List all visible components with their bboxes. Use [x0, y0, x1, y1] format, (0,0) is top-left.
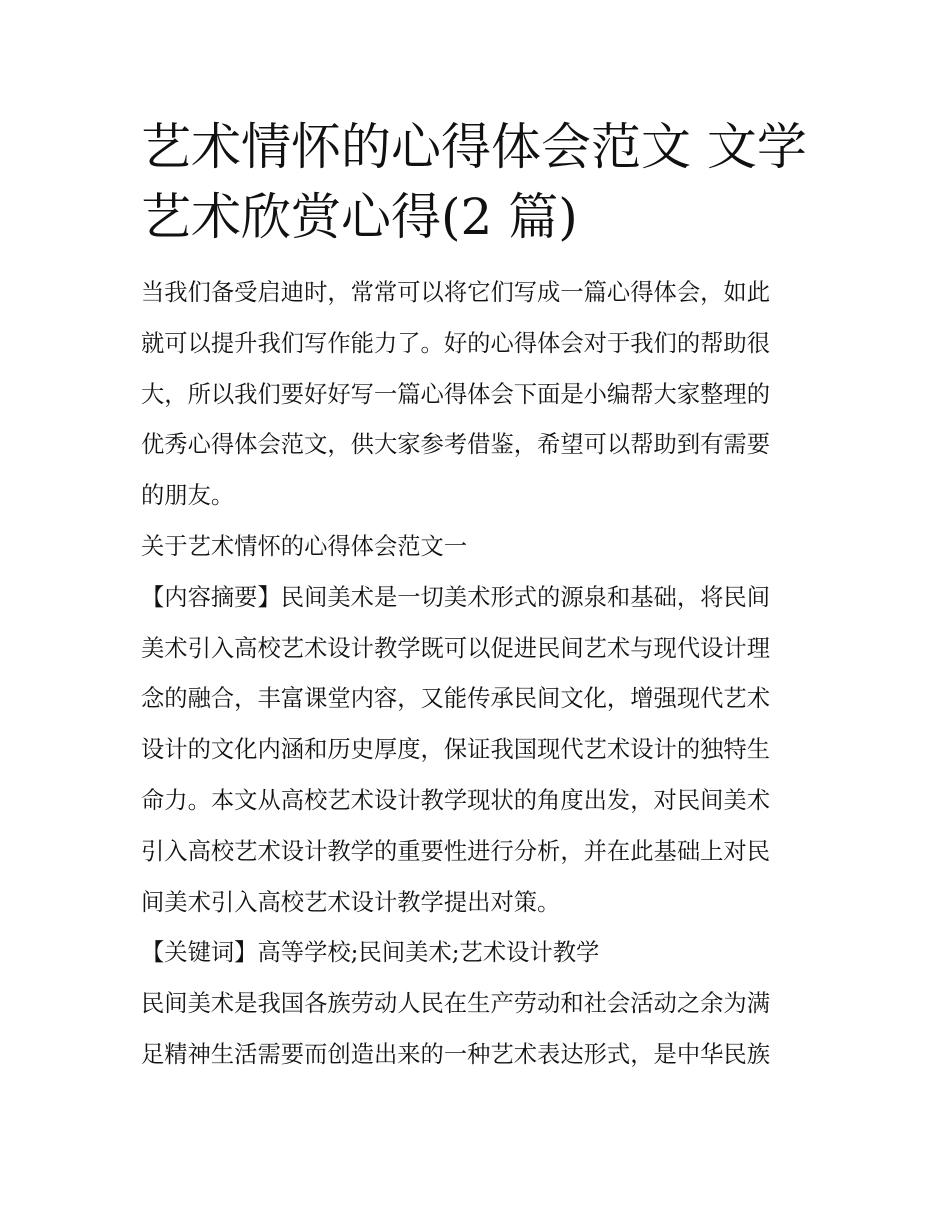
title-line-1: 艺术情怀的心得体会范文 文学 — [141, 118, 807, 176]
document-page — [141, 112, 813, 1081]
abstract-line: 【内容摘要】民间美术是一切美术形式的源泉和基础，将民间 — [141, 583, 771, 611]
body-line: 民间美术是我国各族劳动人民在生产劳动和社会活动之余为满 — [141, 990, 771, 1018]
keywords-line: 【关键词】高等学校;民间美术;艺术设计教学 — [141, 939, 600, 967]
document-body — [141, 268, 813, 1081]
abstract-line: 美术引入高校艺术设计教学既可以促进民间艺术与现代设计理 — [141, 634, 771, 662]
abstract-line: 设计的文化内涵和历史厚度，保证我国现代艺术设计的独特生 — [141, 736, 771, 764]
title-line-2: 艺术欣赏心得(2 篇) — [141, 188, 578, 246]
section-heading: 关于艺术情怀的心得体会范文一 — [141, 532, 468, 560]
body-line: 就可以提升我们写作能力了。好的心得体会对于我们的帮助很 — [141, 329, 771, 357]
body-line: 足精神生活需要而创造出来的一种艺术表达形式，是中华民族 — [141, 1040, 771, 1068]
body-line: 的朋友。 — [141, 482, 235, 510]
abstract-line: 间美术引入高校艺术设计教学提出对策。 — [141, 888, 561, 916]
abstract-line: 引入高校艺术设计教学的重要性进行分析，并在此基础上对民 — [141, 837, 771, 865]
document-title — [141, 112, 813, 252]
body-line: 大，所以我们要好好写一篇心得体会下面是小编帮大家整理的 — [141, 380, 771, 408]
body-line: 优秀心得体会范文，供大家参考借鉴，希望可以帮助到有需要 — [141, 431, 771, 459]
abstract-line: 命力。本文从高校艺术设计教学现状的角度出发，对民间美术 — [141, 786, 771, 814]
abstract-line: 念的融合，丰富课堂内容，又能传承民间文化，增强现代艺术 — [141, 685, 771, 713]
body-line: 当我们备受启迪时，常常可以将它们写成一篇心得体会，如此 — [141, 279, 771, 306]
